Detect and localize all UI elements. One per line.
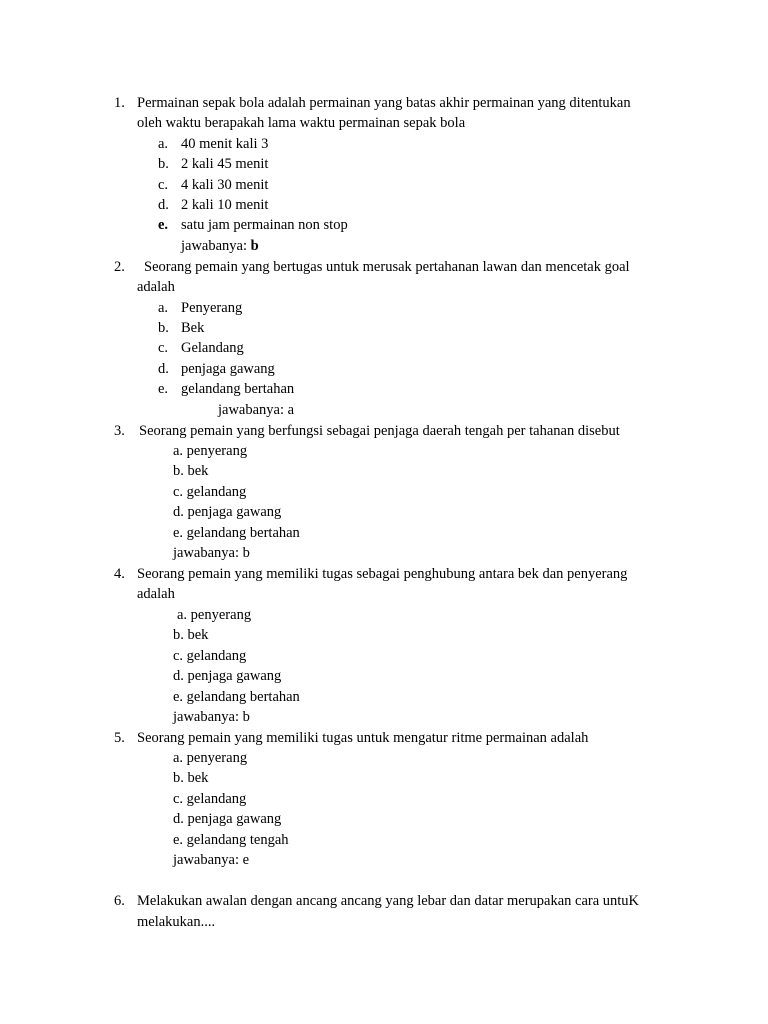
option-letter: d.	[158, 197, 169, 213]
option-text: b. bek	[173, 770, 209, 786]
option-text: Penyerang	[181, 300, 243, 316]
question-number: 2.	[114, 259, 125, 275]
answer-line: jawabanya: b	[173, 545, 250, 561]
question-number: 1.	[114, 95, 125, 111]
question-text: Seorang pemain yang bertugas untuk merusak pertahanan lawan dan mencetak goal	[144, 259, 630, 275]
question-text: oleh waktu berapakah lama waktu permainan sepak bola	[137, 115, 466, 131]
question-number: 6.	[114, 893, 125, 909]
option-text: Gelandang	[181, 340, 244, 356]
question-text: melakukan....	[137, 914, 216, 930]
option-text: e. gelandang bertahan	[173, 689, 300, 705]
answer-value: a	[287, 402, 295, 418]
option-letter: a.	[158, 300, 169, 316]
option-text: c. gelandang	[173, 648, 247, 664]
option-text: Bek	[181, 320, 205, 336]
question-text: Melakukan awalan dengan ancang ancang yang lebar dan datar merupakan cara untuK	[137, 893, 640, 909]
option-letter: c.	[158, 340, 169, 356]
option-text: b. bek	[173, 463, 209, 479]
option-text: e. gelandang tengah	[173, 832, 289, 848]
answer-label: jawabanya:	[218, 402, 285, 418]
option-text: 40 menit kali 3	[181, 136, 269, 152]
option-text: a. penyerang	[177, 607, 252, 623]
option-text: b. bek	[173, 627, 209, 643]
answer-line	[218, 403, 294, 418]
question-text: adalah	[137, 586, 175, 602]
answer-line: jawabanya: e	[173, 852, 250, 868]
option-text: 4 kali 30 menit	[181, 177, 269, 193]
option-text: a. penyerang	[173, 443, 248, 459]
question-number: 3.	[114, 423, 125, 439]
answer-label: jawabanya:	[181, 238, 248, 254]
option-text: 2 kali 10 menit	[181, 197, 269, 213]
question-text: Permainan sepak bola adalah permainan yang batas akhir permainan yang ditentukan	[137, 95, 631, 111]
option-text: gelandang bertahan	[181, 381, 295, 397]
answer-line: jawabanya: b	[173, 709, 250, 725]
option-text: d. penjaga gawang	[173, 811, 282, 827]
question-number: 4.	[114, 566, 125, 582]
option-text: d. penjaga gawang	[173, 668, 282, 684]
option-letter: e.	[158, 381, 169, 397]
option-text: satu jam permainan non stop	[181, 217, 348, 233]
option-letter: d.	[158, 361, 169, 377]
question-number: 5.	[114, 730, 125, 746]
question-text: adalah	[137, 279, 175, 295]
option-text: d. penjaga gawang	[173, 504, 282, 520]
question-text: Seorang pemain yang memiliki tugas sebagai penghubung antara bek dan penyerang	[137, 566, 628, 582]
option-text: 2 kali 45 menit	[181, 156, 269, 172]
option-text: e. gelandang bertahan	[173, 525, 300, 541]
option-text: c. gelandang	[173, 791, 247, 807]
option-text: penjaga gawang	[181, 361, 275, 377]
answer-line	[181, 239, 259, 254]
option-letter: b.	[158, 320, 169, 336]
option-text: c. gelandang	[173, 484, 247, 500]
option-letter: e.	[158, 217, 169, 233]
option-letter: a.	[158, 136, 169, 152]
question-text: Seorang pemain yang memiliki tugas untuk mengatur ritme permainan adalah	[137, 730, 589, 746]
option-text: a. penyerang	[173, 750, 248, 766]
answer-value: b	[250, 238, 259, 254]
question-text: Seorang pemain yang berfungsi sebagai penjaga daerah tengah per tahanan disebut	[139, 423, 620, 439]
option-letter: b.	[158, 156, 169, 172]
option-letter: c.	[158, 177, 169, 193]
